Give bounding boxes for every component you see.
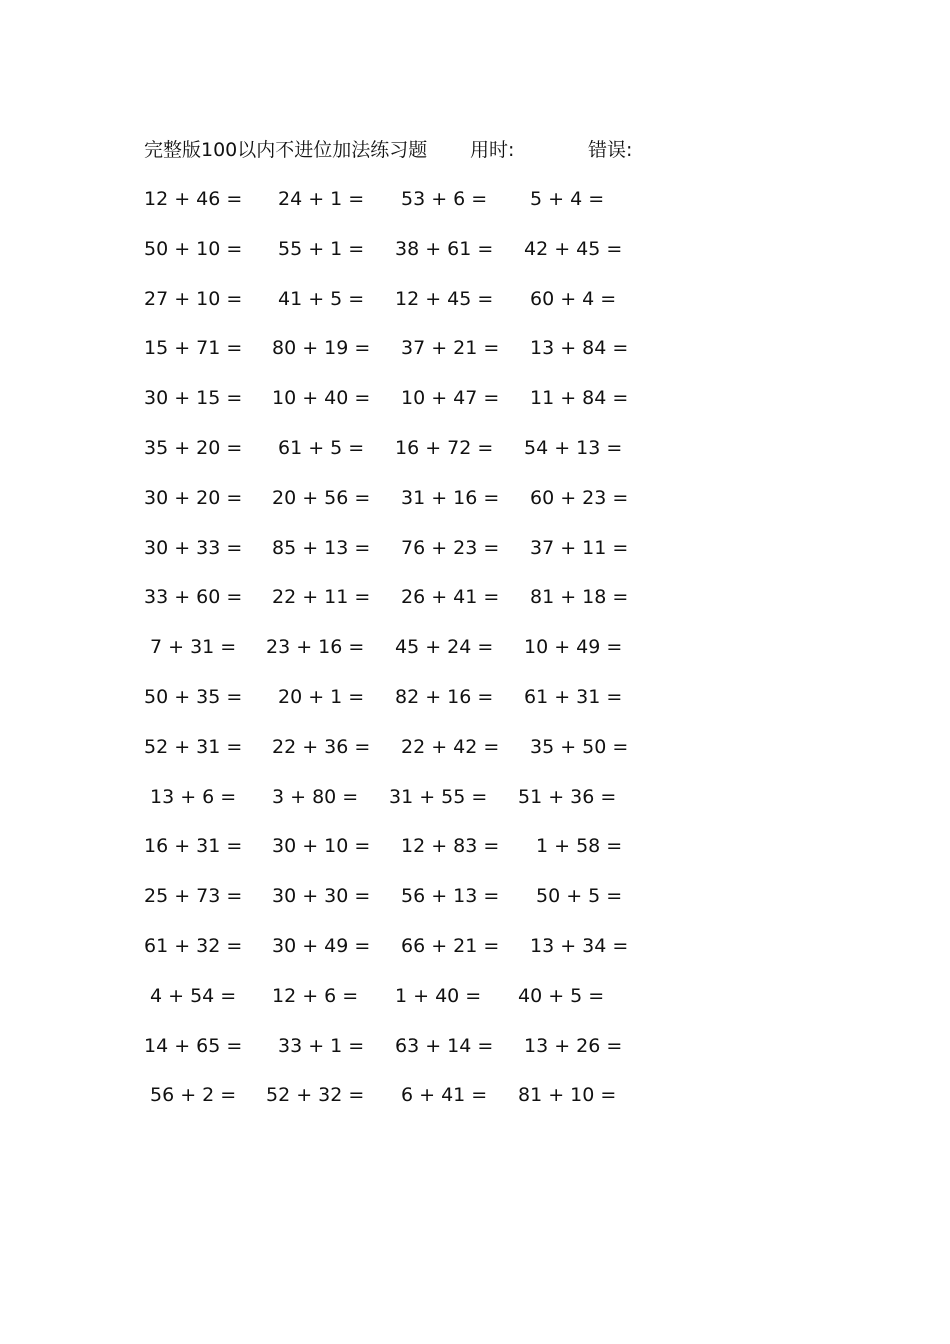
problem-item: 80 + 19 =: [272, 337, 371, 359]
problem-item: 30 + 33 =: [144, 537, 243, 559]
problem-item: 45 + 24 =: [395, 636, 494, 658]
problem-item: 50 + 5 =: [536, 885, 623, 907]
problem-item: 60 + 23 =: [530, 487, 629, 509]
problem-item: 61 + 31 =: [524, 686, 623, 708]
problem-item: 53 + 6 =: [401, 188, 488, 210]
problem-item: 1 + 40 =: [395, 985, 482, 1007]
problem-item: 16 + 72 =: [395, 437, 494, 459]
problem-item: 7 + 31 =: [150, 636, 237, 658]
problem-item: 13 + 34 =: [530, 935, 629, 957]
problem-item: 10 + 47 =: [401, 387, 500, 409]
error-label: 错误:: [588, 139, 633, 161]
problem-item: 30 + 10 =: [272, 835, 371, 857]
problem-item: 23 + 16 =: [266, 636, 365, 658]
problem-item: 6 + 41 =: [401, 1084, 488, 1106]
problem-item: 16 + 31 =: [144, 835, 243, 857]
problem-item: 22 + 11 =: [272, 586, 371, 608]
problem-item: 63 + 14 =: [395, 1035, 494, 1057]
problem-item: 61 + 32 =: [144, 935, 243, 957]
problem-item: 22 + 42 =: [401, 736, 500, 758]
problem-item: 37 + 11 =: [530, 537, 629, 559]
problem-item: 27 + 10 =: [144, 288, 243, 310]
problem-item: 13 + 26 =: [524, 1035, 623, 1057]
problem-item: 76 + 23 =: [401, 537, 500, 559]
problem-item: 24 + 1 =: [278, 188, 365, 210]
problem-item: 1 + 58 =: [536, 835, 623, 857]
problem-item: 11 + 84 =: [530, 387, 629, 409]
problem-item: 81 + 10 =: [518, 1084, 617, 1106]
problem-item: 26 + 41 =: [401, 586, 500, 608]
problem-item: 61 + 5 =: [278, 437, 365, 459]
problem-item: 30 + 30 =: [272, 885, 371, 907]
problem-item: 50 + 35 =: [144, 686, 243, 708]
problem-item: 33 + 60 =: [144, 586, 243, 608]
problem-item: 37 + 21 =: [401, 337, 500, 359]
problem-item: 13 + 84 =: [530, 337, 629, 359]
problem-item: 51 + 36 =: [518, 786, 617, 808]
problem-item: 35 + 50 =: [530, 736, 629, 758]
problem-item: 31 + 55 =: [389, 786, 488, 808]
problem-item: 81 + 18 =: [530, 586, 629, 608]
problem-item: 14 + 65 =: [144, 1035, 243, 1057]
problem-item: 85 + 13 =: [272, 537, 371, 559]
problem-item: 20 + 1 =: [278, 686, 365, 708]
problem-item: 42 + 45 =: [524, 238, 623, 260]
problem-item: 12 + 46 =: [144, 188, 243, 210]
problem-item: 56 + 2 =: [150, 1084, 237, 1106]
problem-item: 22 + 36 =: [272, 736, 371, 758]
problem-item: 52 + 32 =: [266, 1084, 365, 1106]
problem-item: 12 + 6 =: [272, 985, 359, 1007]
problem-item: 38 + 61 =: [395, 238, 494, 260]
problem-item: 30 + 20 =: [144, 487, 243, 509]
problem-item: 12 + 83 =: [401, 835, 500, 857]
problem-item: 4 + 54 =: [150, 985, 237, 1007]
problem-item: 60 + 4 =: [530, 288, 617, 310]
problem-item: 56 + 13 =: [401, 885, 500, 907]
problem-item: 31 + 16 =: [401, 487, 500, 509]
worksheet-title: 完整版100以内不进位加法练习题: [144, 139, 428, 161]
problem-item: 3 + 80 =: [272, 786, 359, 808]
problem-item: 55 + 1 =: [278, 238, 365, 260]
problem-item: 20 + 56 =: [272, 487, 371, 509]
problem-item: 41 + 5 =: [278, 288, 365, 310]
problem-item: 5 + 4 =: [530, 188, 605, 210]
problem-item: 13 + 6 =: [150, 786, 237, 808]
problem-item: 10 + 49 =: [524, 636, 623, 658]
problem-item: 50 + 10 =: [144, 238, 243, 260]
problem-item: 25 + 73 =: [144, 885, 243, 907]
problem-item: 40 + 5 =: [518, 985, 605, 1007]
problem-item: 10 + 40 =: [272, 387, 371, 409]
problem-item: 30 + 15 =: [144, 387, 243, 409]
problem-item: 12 + 45 =: [395, 288, 494, 310]
time-label: 用时:: [470, 139, 515, 161]
problem-item: 35 + 20 =: [144, 437, 243, 459]
problem-item: 52 + 31 =: [144, 736, 243, 758]
problem-item: 66 + 21 =: [401, 935, 500, 957]
problem-item: 33 + 1 =: [278, 1035, 365, 1057]
problem-item: 30 + 49 =: [272, 935, 371, 957]
problem-item: 82 + 16 =: [395, 686, 494, 708]
problem-item: 15 + 71 =: [144, 337, 243, 359]
problem-item: 54 + 13 =: [524, 437, 623, 459]
